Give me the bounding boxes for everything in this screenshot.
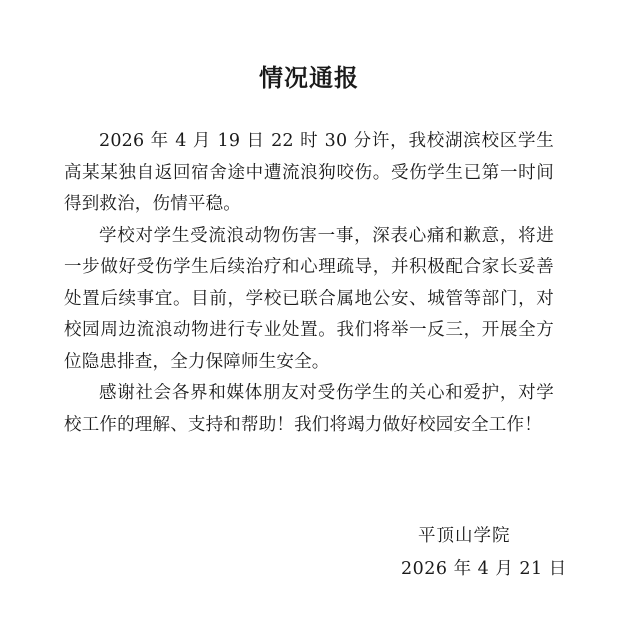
paragraph-thanks: 感谢社会各界和媒体朋友对受伤学生的关心和爱护，对学校工作的理解、支持和帮助！我们将竭力做好校园安全工作！ [64,383,554,435]
paragraph-response: 学校对学生受流浪动物伤害一事，深表心痛和歉意，将进一步做好受伤学生后续治疗和心理疏导，并积极配合家长妥善处置后续事宜。目前，学校已联合属地公安、城管等部门，对校园周边流浪动物进行专业处置。我们将举一反三，开展全方位隐患排查，全力保障师生安全。 [64,225,554,372]
notice-title: 情况通报 [259,64,359,92]
notice-body [64,126,554,441]
signature-date: 2026 年 4 月 21 日 [401,559,567,579]
signature-organization: 平顶山学院 [418,526,511,546]
paragraph-incident: 2026 年 4 月 19 日 22 时 30 分许，我校湖滨校区学生高某某独自返回宿舍途中遭流浪狗咬伤。受伤学生已第一时间得到救治，伤情平稳。 [64,131,554,214]
